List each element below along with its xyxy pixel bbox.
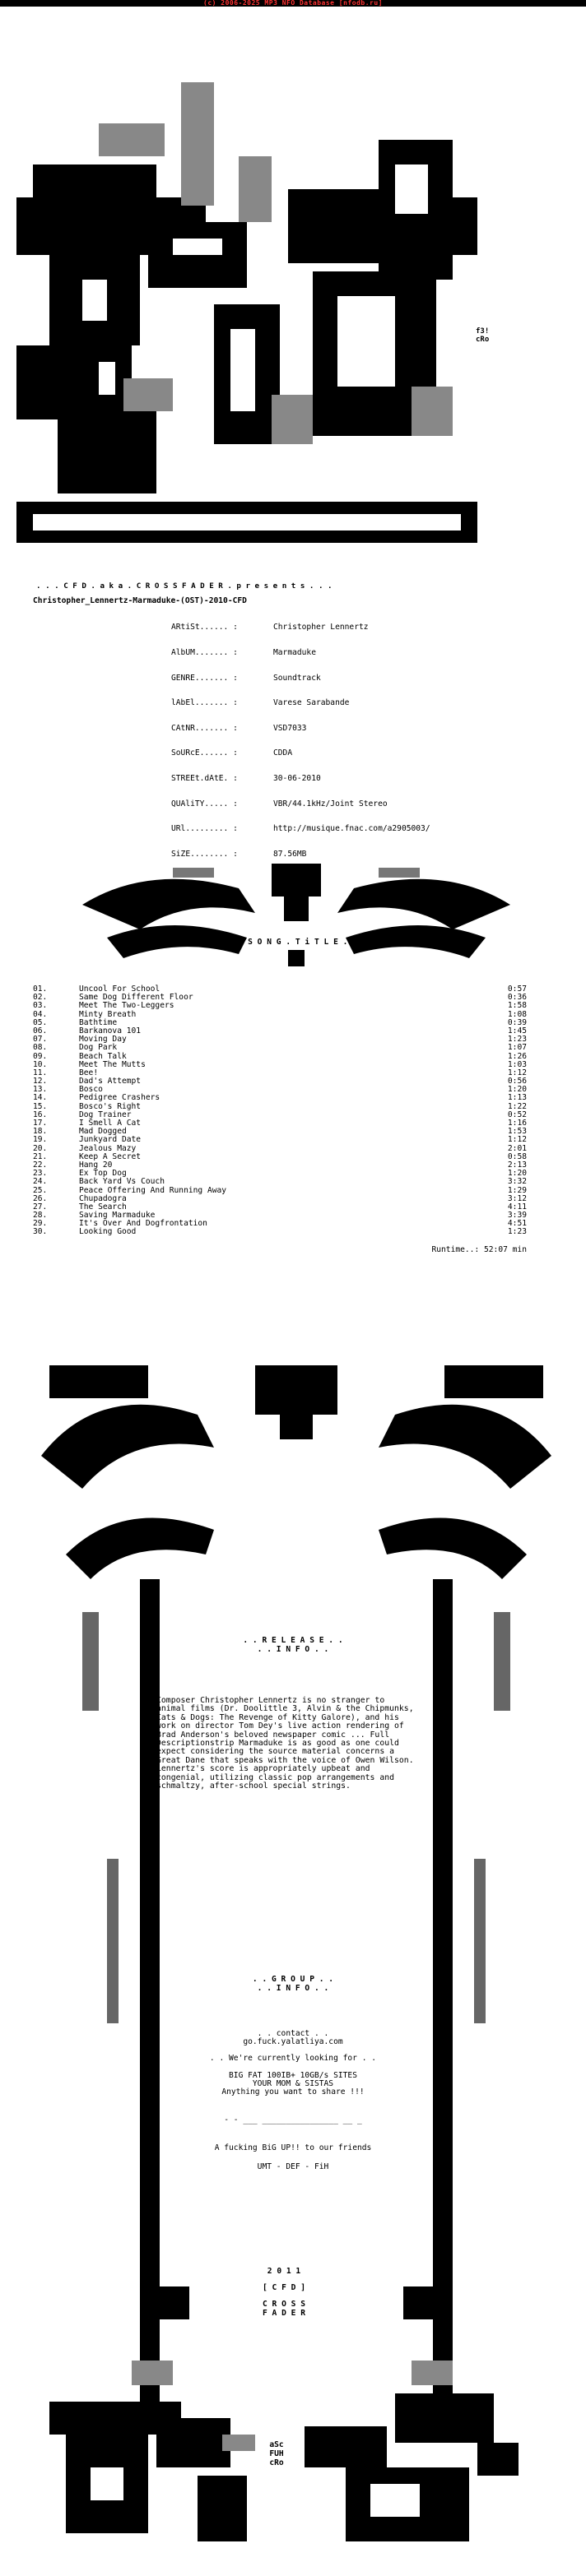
track-title: Hang 20 (79, 1160, 113, 1170)
friends: UMT - DEF - FiH (257, 2161, 329, 2171)
track-number: 15. (33, 1101, 48, 1111)
track-title: Keep A Secret (79, 1151, 142, 1161)
track-number: 13. (33, 1085, 48, 1095)
track-duration: 4:11 (507, 1202, 527, 1212)
track-duration: 2:13 (507, 1160, 527, 1170)
track-title: It's Over And Dogfrontation (79, 1219, 207, 1229)
track-title: Dog Park (79, 1043, 118, 1053)
track-number: 09. (33, 1051, 48, 1061)
credit-1: aSc (269, 2440, 284, 2449)
track-number: 27. (33, 1202, 48, 1212)
track-duration: 0:36 (507, 993, 527, 1003)
track-duration: 0:52 (507, 1110, 527, 1119)
track-row (33, 1228, 527, 1236)
track-number: 29. (33, 1219, 48, 1229)
song-title-ornament (49, 855, 543, 979)
track-duration: 0:57 (507, 985, 527, 994)
detail-row (171, 800, 430, 808)
track-row (33, 1061, 527, 1069)
track-title: The Search (79, 1202, 127, 1212)
track-row (33, 1077, 527, 1086)
track-title: I Smell A Cat (79, 1119, 142, 1128)
contact-email: go.fuck.yalatliya.com (243, 2037, 343, 2047)
track-number: 24. (33, 1177, 48, 1187)
track-title: Pedigree Crashers (79, 1093, 160, 1103)
detail-value: Christopher Lennertz (273, 623, 369, 632)
track-duration: 1:58 (507, 1001, 527, 1011)
track-title: Back Yard Vs Couch (79, 1177, 165, 1187)
track-number: 16. (33, 1110, 48, 1119)
track-number: 11. (33, 1068, 48, 1077)
track-number: 19. (33, 1135, 48, 1145)
track-title: Looking Good (79, 1227, 137, 1237)
wants-line-3: Anything you want to share !!! (221, 2087, 365, 2097)
group-side-tag: f3! cRo (476, 327, 490, 344)
wants-line-1: BIG FAT 100IB+ 10GB/s SITES (229, 2070, 357, 2080)
detail-key: STREEt.dAtE. : (171, 773, 238, 783)
track-duration: 1:13 (507, 1093, 527, 1103)
track-duration: 1:53 (507, 1127, 527, 1137)
detail-value: Varese Sarabande (273, 698, 350, 708)
track-duration: 1:03 (507, 1059, 527, 1069)
track-title: Junkyard Date (79, 1135, 142, 1145)
release-info-subtitle: . . I N F O . . (257, 1645, 329, 1654)
track-number: 17. (33, 1119, 48, 1128)
track-duration: 3:12 (507, 1193, 527, 1203)
detail-key: AlbUM....... : (171, 648, 238, 657)
track-duration: 1:07 (507, 1043, 527, 1053)
track-duration: 2:01 (507, 1143, 527, 1153)
track-number: 12. (33, 1077, 48, 1086)
shoutout: A fucking BiG UP!! to our friends (214, 2143, 372, 2153)
detail-value: VSD7033 (273, 723, 307, 733)
detail-row (171, 775, 430, 783)
track-number: 03. (33, 1001, 48, 1011)
looking-for: . . We're currently looking for . . (209, 2054, 377, 2064)
track-duration: 3:32 (507, 1177, 527, 1187)
track-title: Dad's Attempt (79, 1077, 142, 1086)
crossfader-line-1: C R O S S (263, 2300, 305, 2309)
track-duration: 4:51 (507, 1219, 527, 1229)
track-duration: 1:12 (507, 1068, 527, 1077)
track-duration: 1:16 (507, 1119, 527, 1128)
total-runtime: Runtime..: 52:07 min (431, 1245, 527, 1254)
track-number: 06. (33, 1026, 48, 1035)
track-duration: 0:39 (507, 1017, 527, 1027)
detail-key: lAbEl....... : (171, 698, 238, 708)
detail-key: URl......... : (171, 824, 238, 834)
detail-key: CAtNR....... : (171, 723, 238, 733)
detail-row (171, 623, 430, 632)
track-duration: 1:23 (507, 1227, 527, 1237)
detail-key: GENRE....... : (171, 673, 238, 683)
wants-line-2: YOUR MOM & SISTAS (252, 2078, 334, 2088)
track-number: 22. (33, 1160, 48, 1170)
track-title: Peace Offering And Running Away (79, 1185, 227, 1195)
track-number: 23. (33, 1169, 48, 1179)
crossfader-line-2: F A D E R (263, 2309, 305, 2318)
divider-rule: - - ___ ________________ __ _ (224, 2115, 362, 2125)
song-title-header: . . S O N G . T i T L E . . (229, 938, 357, 947)
cfd-box: [ C F D ] (263, 2283, 305, 2292)
track-title: Bee! (79, 1068, 99, 1077)
track-duration: 1:23 (507, 1035, 527, 1045)
detail-key: ARtiSt...... : (171, 623, 238, 632)
track-duration: 1:12 (507, 1135, 527, 1145)
group-info (153, 2030, 433, 2171)
track-duration: 3:39 (507, 1211, 527, 1221)
track-duration: 1:20 (507, 1085, 527, 1095)
track-duration: 1:08 (507, 1009, 527, 1019)
detail-key: SiZE........ : (171, 849, 238, 859)
group-info-title: . . G R O U P . . (252, 1975, 334, 1984)
track-title: Same Dog Different Floor (79, 993, 193, 1003)
track-duration: 0:58 (507, 1151, 527, 1161)
track-number: 18. (33, 1127, 48, 1137)
detail-row (171, 649, 430, 657)
track-number: 04. (33, 1009, 48, 1019)
detail-row (171, 825, 430, 833)
track-title: Saving Marmaduke (79, 1211, 156, 1221)
track-number: 20. (33, 1143, 48, 1153)
detail-value: VBR/44.1kHz/Joint Stereo (273, 799, 388, 808)
track-row (33, 1178, 527, 1186)
release-name: Christopher_Lennertz-Marmaduke-(OST)-2010-CFD (33, 596, 247, 605)
presents-line: . . . C F D . a k a . C R O S S F A D E R . p r e s e n t s . . . (36, 581, 333, 591)
footer-logo-art (33, 2267, 543, 2550)
track-list (33, 985, 527, 1237)
detail-row (171, 749, 430, 758)
track-number: 02. (33, 993, 48, 1003)
track-number: 05. (33, 1017, 48, 1027)
track-number: 25. (33, 1185, 48, 1195)
track-title: Chupadogra (79, 1193, 127, 1203)
release-info-text: Composer Christopher Lennertz is no stranger to animal films (Dr. Doolittle 3, Alvin & the Chipmunks, Cats & Dogs: The Revenge of Kitty Galore), and his work on director Tom Dey's live action rendering of Brad Anderson's beloved newspaper comic ... Full Descriptionstrip Marmaduke is as good as one could expect considering the source material concerns a Great Dane that speaks with the voice of Owen Wilson. Lennertz's score is appropriately upbeat and congenial, utilizing classic pop arrangements and schmaltzy, after-school special strings. (156, 1696, 414, 1791)
detail-row (171, 725, 430, 733)
track-duration: 1:26 (507, 1051, 527, 1061)
track-title: Ex Top Dog (79, 1169, 127, 1179)
year-box: 2 0 1 1 (267, 2267, 301, 2276)
detail-row (171, 674, 430, 683)
detail-value: 30-06-2010 (273, 773, 321, 783)
track-title: Jealous Mazy (79, 1143, 137, 1153)
detail-key: QUAliTY..... : (171, 799, 238, 808)
track-title: Barkanova 101 (79, 1026, 142, 1035)
track-title: Beach Talk (79, 1051, 127, 1061)
track-title: Bosco (79, 1085, 103, 1095)
detail-value: http://musique.fnac.com/a2905003/ (273, 824, 430, 834)
track-title: Mad Dogged (79, 1127, 127, 1137)
release-details (171, 607, 430, 867)
track-number: 01. (33, 985, 48, 994)
track-title: Moving Day (79, 1035, 127, 1045)
top-banner: (c) 2006-2025 MP3 NFO Database [nfodb.ru] (0, 0, 586, 7)
track-row (33, 1044, 527, 1052)
track-duration: 1:45 (507, 1026, 527, 1035)
track-title: Bosco's Right (79, 1101, 142, 1111)
track-title: Meet The Mutts (79, 1059, 146, 1069)
credit-2: FUH (269, 2449, 284, 2458)
track-number: 07. (33, 1035, 48, 1045)
group-info-subtitle: . . I N F O . . (257, 1984, 329, 1993)
detail-key: SoURcE...... : (171, 748, 238, 758)
credit-3: cRo (269, 2458, 284, 2467)
track-number: 10. (33, 1059, 48, 1069)
track-title: Minty Breath (79, 1009, 137, 1019)
track-title: Bathtime (79, 1017, 118, 1027)
track-number: 28. (33, 1211, 48, 1221)
release-info-title: . . R E L E A S E . . (243, 1636, 343, 1645)
contact-label: . . contact . . (257, 2029, 329, 2038)
track-title: Uncool For School (79, 985, 160, 994)
track-number: 08. (33, 1043, 48, 1053)
track-duration: 1:20 (507, 1169, 527, 1179)
detail-value: 87.56MB (273, 849, 307, 859)
track-duration: 1:29 (507, 1185, 527, 1195)
track-title: Meet The Two-Leggers (79, 1001, 174, 1011)
detail-value: CDDA (273, 748, 293, 758)
track-number: 14. (33, 1093, 48, 1103)
track-duration: 1:22 (507, 1101, 527, 1111)
track-number: 21. (33, 1151, 48, 1161)
detail-value: Marmaduke (273, 648, 316, 657)
track-title: Dog Trainer (79, 1110, 132, 1119)
track-number: 26. (33, 1193, 48, 1203)
header-logo-art (0, 33, 494, 551)
detail-value: Soundtrack (273, 673, 321, 683)
track-number: 30. (33, 1227, 48, 1237)
track-duration: 0:56 (507, 1077, 527, 1086)
detail-row (171, 699, 430, 707)
